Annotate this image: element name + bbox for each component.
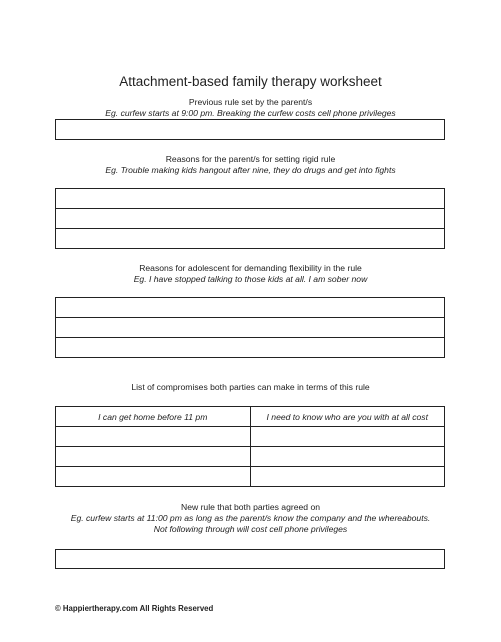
example-text: Not following through will cost cell phone privileges [153,524,348,534]
section-new-rule-example-line2 [0,524,501,535]
section-previous-rule-example [0,108,501,119]
answer-line[interactable] [56,318,444,338]
table-row [56,447,444,467]
section-adolescent-reasons-label: Reasons for adolescent for demanding flexibility in the rule [139,263,362,273]
example-text: Eg. I have stopped talking to those kids at all. I am sober now [133,274,368,284]
table-cell[interactable] [56,427,251,446]
table-row [56,427,444,447]
section-new-rule-label: New rule that both parties agreed on [180,502,321,512]
table-header-row [56,407,444,427]
parent-reasons-field [55,188,445,249]
table-row [56,467,444,487]
answer-line[interactable] [56,298,444,318]
section-previous-rule-label: Previous rule set by the parent/s [188,97,313,107]
worksheet-title: Attachment-based family therapy worksheet [119,74,382,89]
answer-line[interactable] [56,189,444,209]
compromises-table [55,406,445,487]
answer-line[interactable] [56,209,444,229]
table-cell[interactable] [56,447,251,466]
adolescent-compromise-header: I can get home before 11 pm [56,407,251,426]
section-adolescent-reasons-example [0,274,501,285]
section-parent-reasons-example [0,165,501,176]
copyright-footer: © Happiertherapy.com All Rights Reserved [55,604,214,613]
table-cell[interactable] [251,427,445,446]
previous-rule-field[interactable] [55,119,445,140]
answer-line[interactable] [56,338,444,358]
answer-line[interactable] [56,229,444,249]
example-text: Eg. curfew starts at 11:00 pm as long as the parent/s know the company and the whereabouts. [70,513,431,523]
section-new-rule-example-line1 [0,513,501,524]
parent-compromise-header: I need to know who are you with at all cost [266,411,428,422]
adolescent-reasons-field [55,297,445,358]
example-text: Eg. curfew starts at 9:00 pm. Breaking the curfew costs cell phone privileges [105,108,396,118]
table-cell[interactable] [251,447,445,466]
table-cell[interactable] [56,467,251,487]
example-text: Eg. Trouble making kids hangout after nine, they do drugs and get into fights [105,165,396,175]
section-parent-reasons-label: Reasons for the parent/s for setting rigid rule [165,154,336,164]
section-compromises-label: List of compromises both parties can make in terms of this rule [131,382,370,392]
table-cell[interactable] [251,467,445,487]
new-rule-field[interactable] [55,549,445,569]
